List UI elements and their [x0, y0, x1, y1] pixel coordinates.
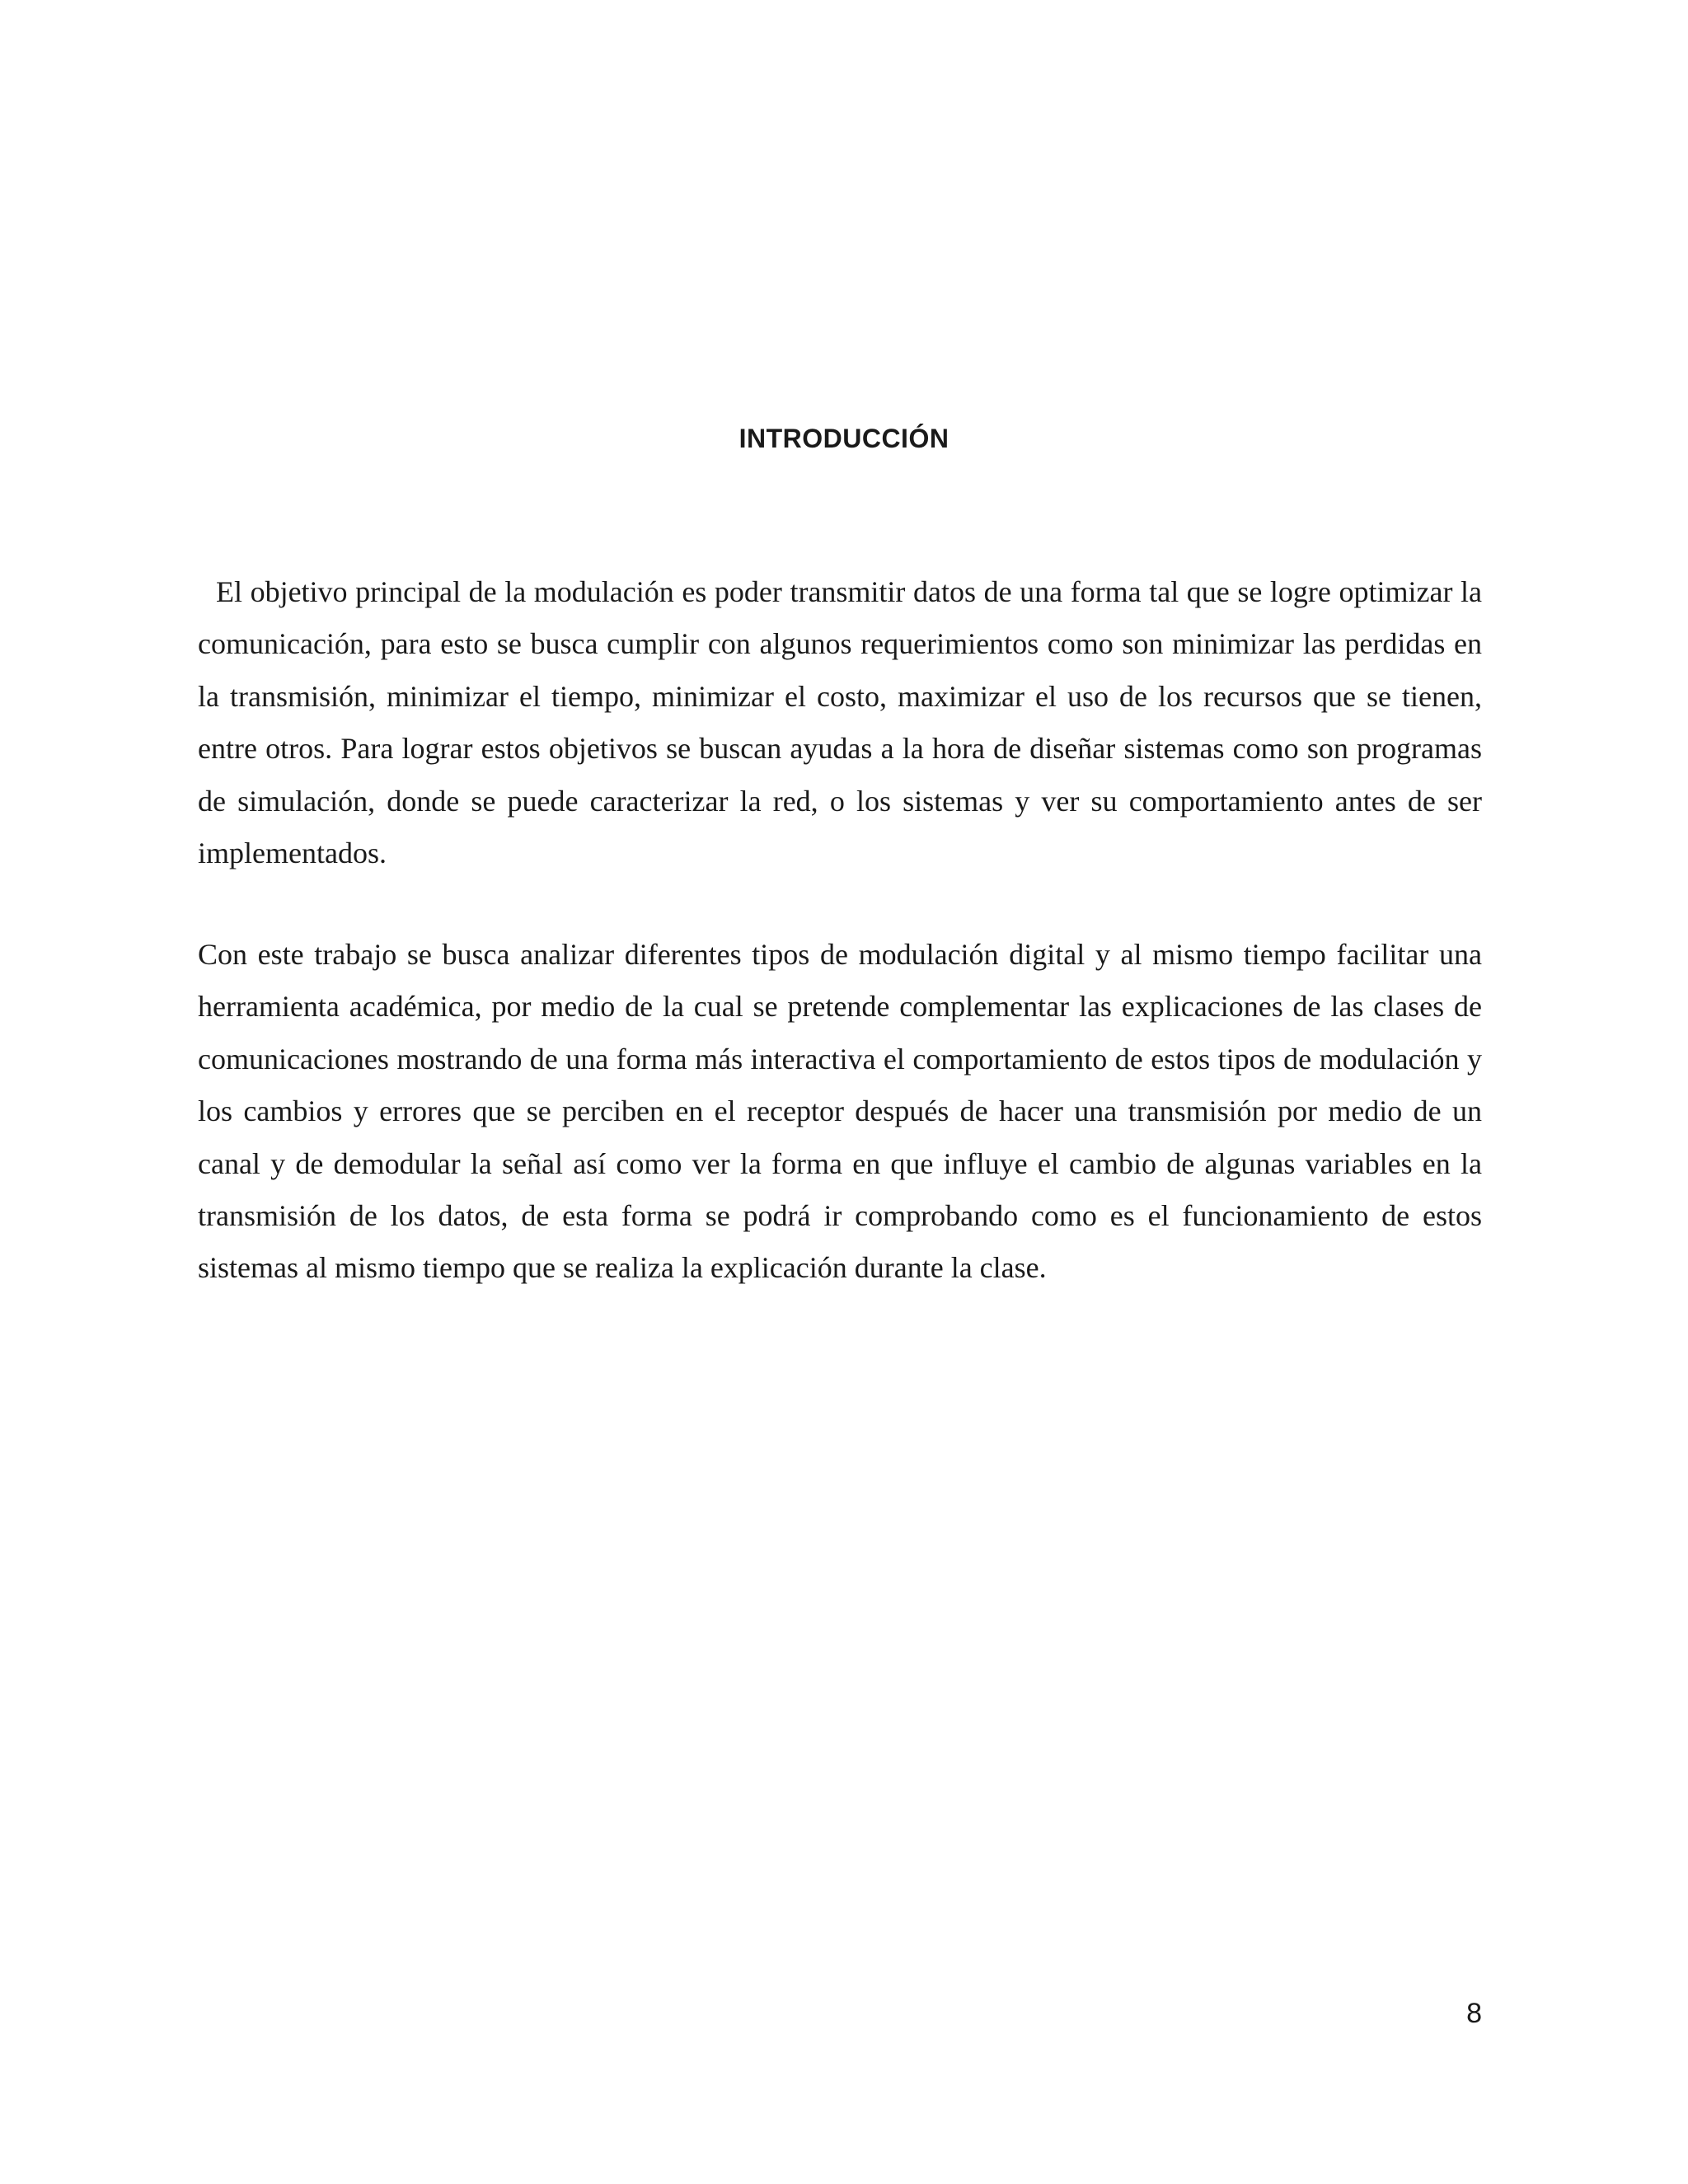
page-title: INTRODUCCIÓN	[738, 424, 950, 453]
paragraph-work-purpose: Con este trabajo se busca analizar diferentes tipos de modulación digital y al mismo tiempo facilitar una herramienta académica, por medio de la cual se pretende complementar las explicaciones de las clases de comunicaciones mostrando de una forma más interactiva el comportamiento de estos tipos de modulación y los cambios y errores que se perciben en el receptor después de hacer una transmisión por medio de un canal y de demodular la señal así como ver la forma en que influye el cambio de algunas variables en la transmisión de los datos, de esta forma se podrá ir comprobando como es el funcionamiento de estos sistemas al mismo tiempo que se realiza la explicación durante la clase.	[198, 938, 1482, 1285]
page-number: 8	[1466, 1998, 1482, 2029]
paragraph-objective: El objetivo principal de la modulación es poder transmitir datos de una forma tal que se logre optimizar la comunicación, para esto se busca cumplir con algunos requerimientos como son minimizar las perdidas en la transmisión, minimizar el tiempo, minimizar el costo, maximizar el uso de los recursos que se tienen, entre otros. Para lograr estos objetivos se buscan ayudas a la hora de diseñar sistemas como son programas de simulación, donde se puede caracterizar la red, o los sistemas y ver su comportamiento antes de ser implementados.	[198, 575, 1482, 870]
